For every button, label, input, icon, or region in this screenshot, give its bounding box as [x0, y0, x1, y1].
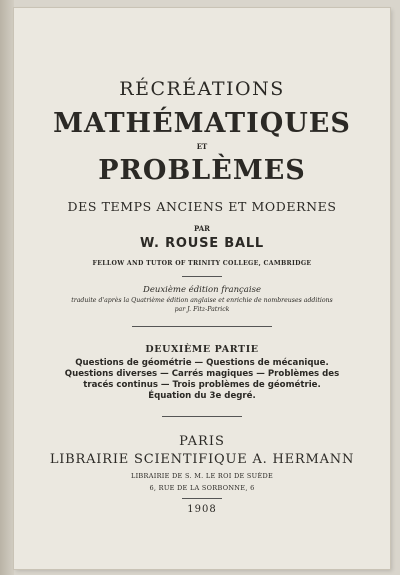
- author-affiliation: FELLOW AND TUTOR OF TRINITY COLLEGE, CAMBRIDGE: [92, 260, 312, 267]
- title-conjunction: ET: [196, 142, 208, 151]
- divider: [182, 276, 222, 277]
- part-contents-line: Équation du 3e degré.: [148, 391, 256, 401]
- publisher-address: 6, RUE DE LA SORBONNE, 6: [149, 484, 255, 492]
- edition-translator: par J. Fitz-Patrick: [174, 306, 230, 313]
- author-name: W. ROUSE BALL: [139, 236, 265, 251]
- title-line-3: PROBLÈMES: [98, 155, 306, 186]
- divider: [132, 326, 272, 327]
- subtitle: DES TEMPS ANCIENS ET MODERNES: [67, 199, 337, 214]
- publisher-city: PARIS: [179, 434, 225, 449]
- edition-label: Deuxième édition française: [143, 285, 261, 295]
- title-line-2: MATHÉMATIQUES: [53, 108, 351, 139]
- book-spine: [0, 0, 14, 575]
- publisher-line: LIBRAIRIE DE S. M. LE ROI DE SUÈDE: [130, 472, 274, 480]
- part-label: DEUXIÈME PARTIE: [145, 344, 259, 355]
- edition-translation: traduite d'après la Quatrième édition anglaise et enrichie de nombreuses additions: [71, 297, 333, 304]
- author-by: PAR: [193, 224, 210, 233]
- publication-year: 1908: [187, 504, 217, 515]
- publisher-name: LIBRAIRIE SCIENTIFIQUE A. HERMANN: [49, 452, 355, 467]
- part-contents-line: tracés continus — Trois problèmes de géométrie.: [83, 380, 321, 390]
- part-contents-line: Questions diverses — Carrés magiques — Problèmes des: [64, 369, 340, 379]
- divider: [162, 416, 242, 417]
- part-contents-line: Questions de géométrie — Questions de mécanique.: [75, 358, 329, 368]
- title-page: [14, 8, 390, 569]
- title-line-1: RÉCRÉATIONS: [119, 78, 285, 100]
- divider: [182, 498, 222, 499]
